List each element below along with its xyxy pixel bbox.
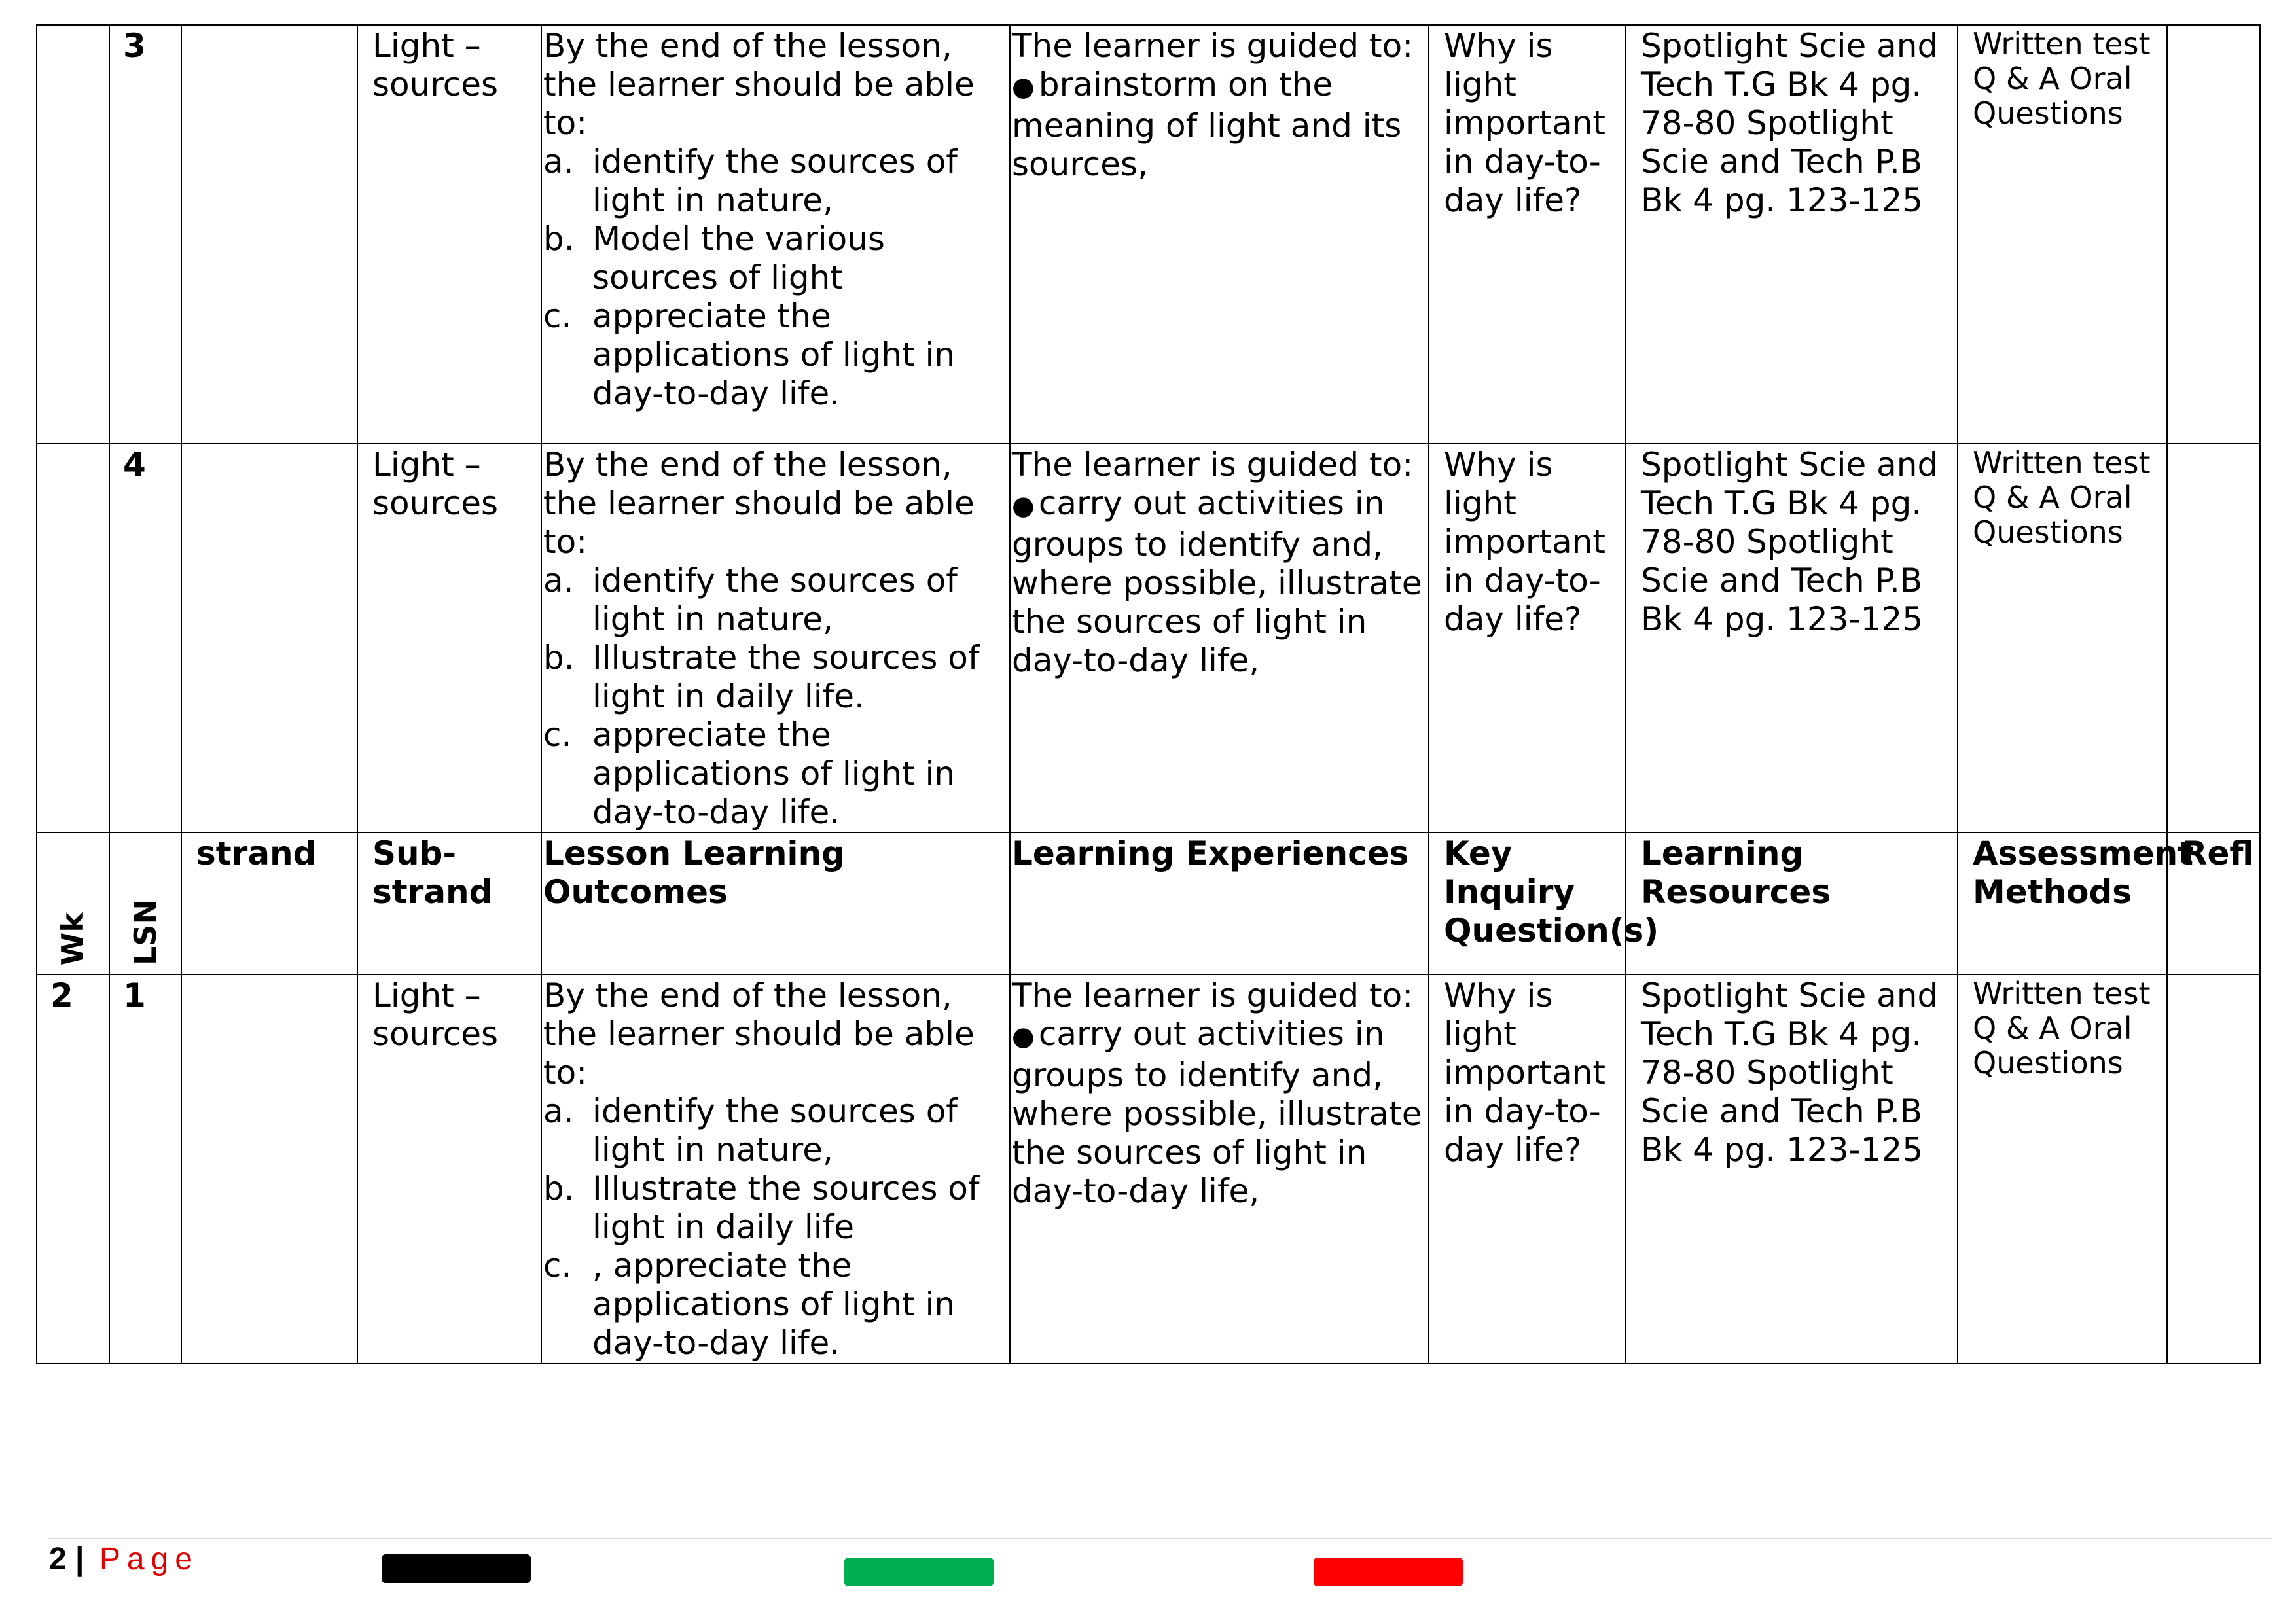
list-marker: a.: [543, 143, 574, 181]
header-wk-label: Wk: [55, 912, 90, 965]
table-row: [37, 25, 2260, 444]
week-cell: [37, 444, 109, 832]
list-marker: c.: [543, 1247, 572, 1285]
strand-cell: [181, 25, 357, 444]
list-text: identify the sources of light in nature,: [592, 143, 958, 219]
week-cell: 2: [37, 974, 109, 1363]
experiences-cell: [1010, 25, 1429, 444]
reflection-cell: [2167, 25, 2260, 444]
list-text: identify the sources of light in nature,: [592, 562, 958, 638]
footer-separator: |: [75, 1542, 84, 1577]
header-wk: [37, 832, 109, 974]
page-label: Page: [99, 1542, 199, 1577]
header-assessment: Assessment Methods: [1958, 832, 2167, 974]
lesson-number: 4: [109, 444, 181, 832]
header-outcomes: Lesson Learning Outcomes: [541, 832, 1010, 974]
outcomes-cell: [541, 25, 1010, 444]
list-marker: a.: [543, 1092, 574, 1130]
strand-cell: [181, 974, 357, 1363]
header-lsn-label: LSN: [127, 899, 163, 965]
reflection-cell: [2167, 444, 2260, 832]
resources-cell: Spotlight Scie and Tech T.G Bk 4 pg. 78-80 Spotlight Scie and Tech P.B Bk 4 pg. 123-125: [1626, 974, 1958, 1363]
outcomes-list: [543, 562, 1008, 832]
outcomes-intro: By the end of the lesson, the learner should be able to:: [543, 27, 975, 142]
substrand-cell: Light – sources: [357, 25, 541, 444]
list-item: [543, 220, 1008, 297]
substrand-cell: Light – sources: [357, 444, 541, 832]
header-key-inquiry: Key Inquiry Question(s): [1429, 832, 1626, 974]
assessment-cell: Written test Q & A Oral Questions: [1958, 25, 2167, 444]
list-item: [543, 1169, 1008, 1247]
list-marker: c.: [543, 297, 572, 335]
key-inquiry-cell: Why is light important in day-to-day life?: [1429, 974, 1626, 1363]
list-item: [543, 1092, 1008, 1169]
list-marker: b.: [543, 220, 575, 258]
week-cell: [37, 25, 109, 444]
key-inquiry-cell: Why is light important in day-to-day life?: [1429, 25, 1626, 444]
scheme-of-work-table: [36, 24, 2261, 1364]
page-number: 2: [49, 1542, 67, 1577]
assessment-cell: Written test Q & A Oral Questions: [1958, 974, 2167, 1363]
table-row: [37, 444, 2260, 832]
list-item: [543, 716, 1008, 832]
table-row: [37, 974, 2260, 1363]
list-item: [543, 639, 1008, 716]
header-reflection: Refl: [2167, 832, 2260, 974]
list-item: [543, 143, 1008, 220]
footer-black-bar: [382, 1554, 531, 1583]
outcomes-intro: By the end of the lesson, the learner should be able to:: [543, 446, 975, 561]
list-item: [543, 1247, 1008, 1363]
list-marker: c.: [543, 716, 572, 754]
experience-bullet: ● brainstorm on the meaning of light and its sources,: [1012, 65, 1427, 184]
experiences-cell: [1010, 444, 1429, 832]
list-text: Model the various sources of light: [592, 220, 885, 296]
experiences-intro: The learner is guided to:: [1012, 446, 1414, 484]
outcomes-cell: [541, 444, 1010, 832]
list-item: [543, 297, 1008, 413]
experiences-intro: The learner is guided to:: [1012, 976, 1414, 1014]
reflection-cell: [2167, 974, 2260, 1363]
list-item: [543, 562, 1008, 639]
strand-cell: [181, 444, 357, 832]
header-lsn: [109, 832, 181, 974]
page-footer: [49, 1541, 199, 1577]
outcomes-list: [543, 1092, 1008, 1363]
list-text: appreciate the applications of light in day-to-day life.: [592, 716, 956, 831]
outcomes-cell: [541, 974, 1010, 1363]
footer-red-bar: [1314, 1558, 1463, 1586]
footer-green-bar: [844, 1558, 994, 1586]
resources-cell: Spotlight Scie and Tech T.G Bk 4 pg. 78-80 Spotlight Scie and Tech P.B Bk 4 pg. 123-125: [1626, 444, 1958, 832]
footer-divider: [49, 1538, 2271, 1539]
list-marker: b.: [543, 1169, 575, 1207]
experiences-intro: The learner is guided to:: [1012, 27, 1414, 65]
outcomes-list: [543, 143, 1008, 413]
key-inquiry-cell: Why is light important in day-to-day life?: [1429, 444, 1626, 832]
list-text: , appreciate the applications of light in day-to-day life.: [592, 1247, 956, 1362]
list-marker: b.: [543, 639, 575, 677]
header-resources: Learning Resources: [1626, 832, 1958, 974]
header-substrand: Sub-strand: [357, 832, 541, 974]
header-experiences: Learning Experiences: [1010, 832, 1429, 974]
list-text: appreciate the applications of light in day-to-day life.: [592, 297, 956, 412]
experience-bullet: ● carry out activities in groups to identify and, where possible, illustrate the sources of light in day-to-day life,: [1012, 484, 1427, 680]
experiences-cell: [1010, 974, 1429, 1363]
resources-cell: Spotlight Scie and Tech T.G Bk 4 pg. 78-80 Spotlight Scie and Tech P.B Bk 4 pg. 123-125: [1626, 25, 1958, 444]
list-text: Illustrate the sources of light in daily life.: [592, 639, 980, 715]
list-text: identify the sources of light in nature,: [592, 1092, 958, 1169]
list-text: Illustrate the sources of light in daily life: [592, 1169, 980, 1246]
substrand-cell: Light – sources: [357, 974, 541, 1363]
list-marker: a.: [543, 562, 574, 599]
table-header-row: [37, 832, 2260, 974]
lesson-number: 1: [109, 974, 181, 1363]
outcomes-intro: By the end of the lesson, the learner should be able to:: [543, 976, 975, 1092]
lesson-number: 3: [109, 25, 181, 444]
assessment-cell: Written test Q & A Oral Questions: [1958, 444, 2167, 832]
header-strand: strand: [181, 832, 357, 974]
experience-bullet: ● carry out activities in groups to identify and, where possible, illustrate the sources of light in day-to-day life,: [1012, 1015, 1427, 1211]
